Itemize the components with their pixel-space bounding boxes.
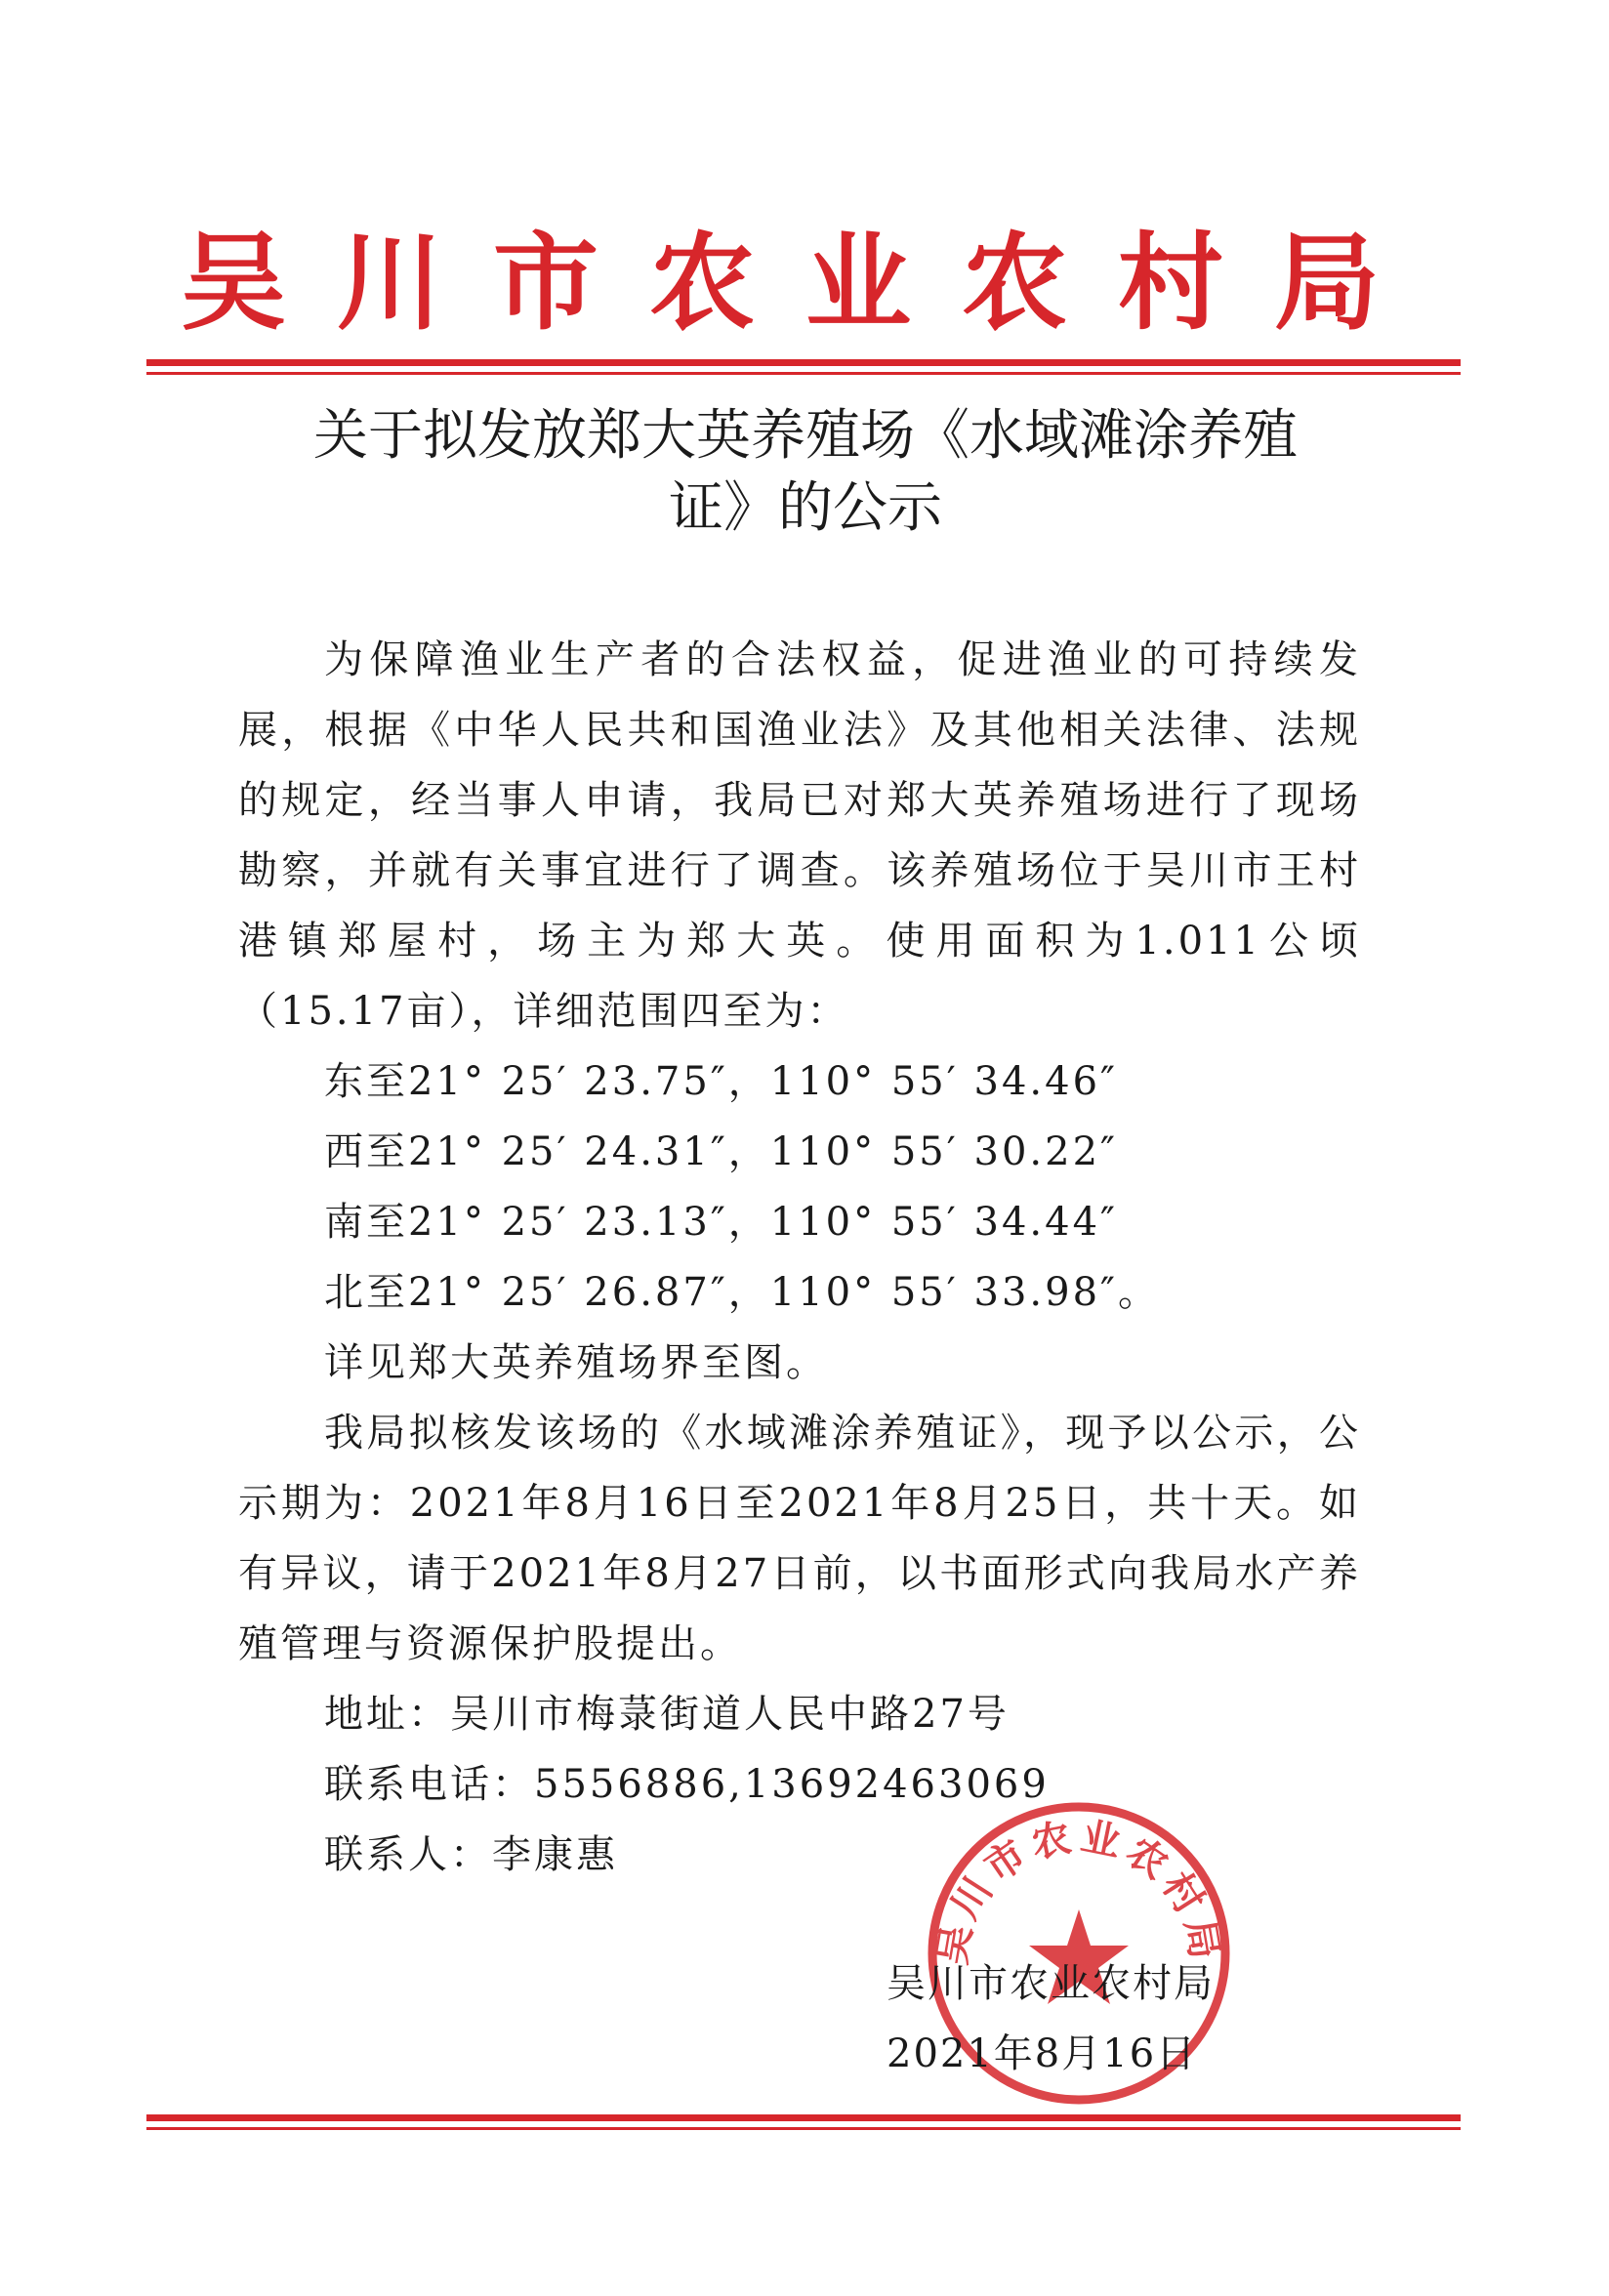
boundary-north: 北至21° 25′ 26.87″，110° 55′ 33.98″。 (324, 1270, 1160, 1315)
signature-date: 2021年8月16日 (887, 2031, 1198, 2076)
footer-thin-line (146, 2127, 1461, 2130)
letterhead-title: 吴川市农业农村局 (180, 222, 1430, 345)
contact-phone: 联系电话：5556886,13692463069 (324, 1762, 1050, 1807)
document-title-line-1: 关于拟发放郑大英养殖场《水域滩涂养殖 (313, 404, 1298, 468)
seal-text: 吴川市农业农村局 (928, 1813, 1229, 1968)
see-map-note: 详见郑大英养殖场界至图。 (324, 1340, 828, 1385)
document-title-line-2: 证》的公示 (669, 476, 942, 540)
document-body (238, 625, 1361, 1890)
footer-divider (146, 2114, 1461, 2130)
signature-block (887, 1948, 1215, 2089)
document-title (195, 400, 1416, 545)
divider-thick-line (146, 359, 1461, 366)
boundary-east: 东至21° 25′ 23.75″，110° 55′ 34.46″ (324, 1059, 1118, 1104)
signature-org: 吴川市农业农村局 (887, 1961, 1215, 2006)
boundary-west: 西至21° 25′ 24.31″，110° 55′ 30.22″ (324, 1129, 1118, 1174)
boundary-south: 南至21° 25′ 23.13″，110° 55′ 34.44″ (324, 1200, 1118, 1245)
letterhead-divider (146, 359, 1461, 375)
contact-person: 联系人：李康惠 (324, 1832, 618, 1877)
footer-thick-line (146, 2114, 1461, 2121)
divider-thin-line (146, 372, 1461, 375)
body-paragraph-notice: 我局拟核发该场的《水域滩涂养殖证》，现予以公示，公示期为：2021年8月16日至2021年8月25日，共十天。如有异议，请于2021年8月27日前，以书面形式向我局水产养殖管理与资源保护股提出。 (238, 1411, 1361, 1666)
contact-address: 地址：吴川市梅菉街道人民中路27号 (324, 1692, 1010, 1737)
body-paragraph-intro: 为保障渔业生产者的合法权益，促进渔业的可持续发展，根据《中华人民共和国渔业法》及其他相关法律、法规的规定，经当事人申请，我局已对郑大英养殖场进行了现场勘察，并就有关事宜进行了调查。该养殖场位于吴川市王村港镇郑屋村，场主为郑大英。使用面积为1.011公顷（15.17亩），详细范围四至为： (238, 637, 1361, 1034)
